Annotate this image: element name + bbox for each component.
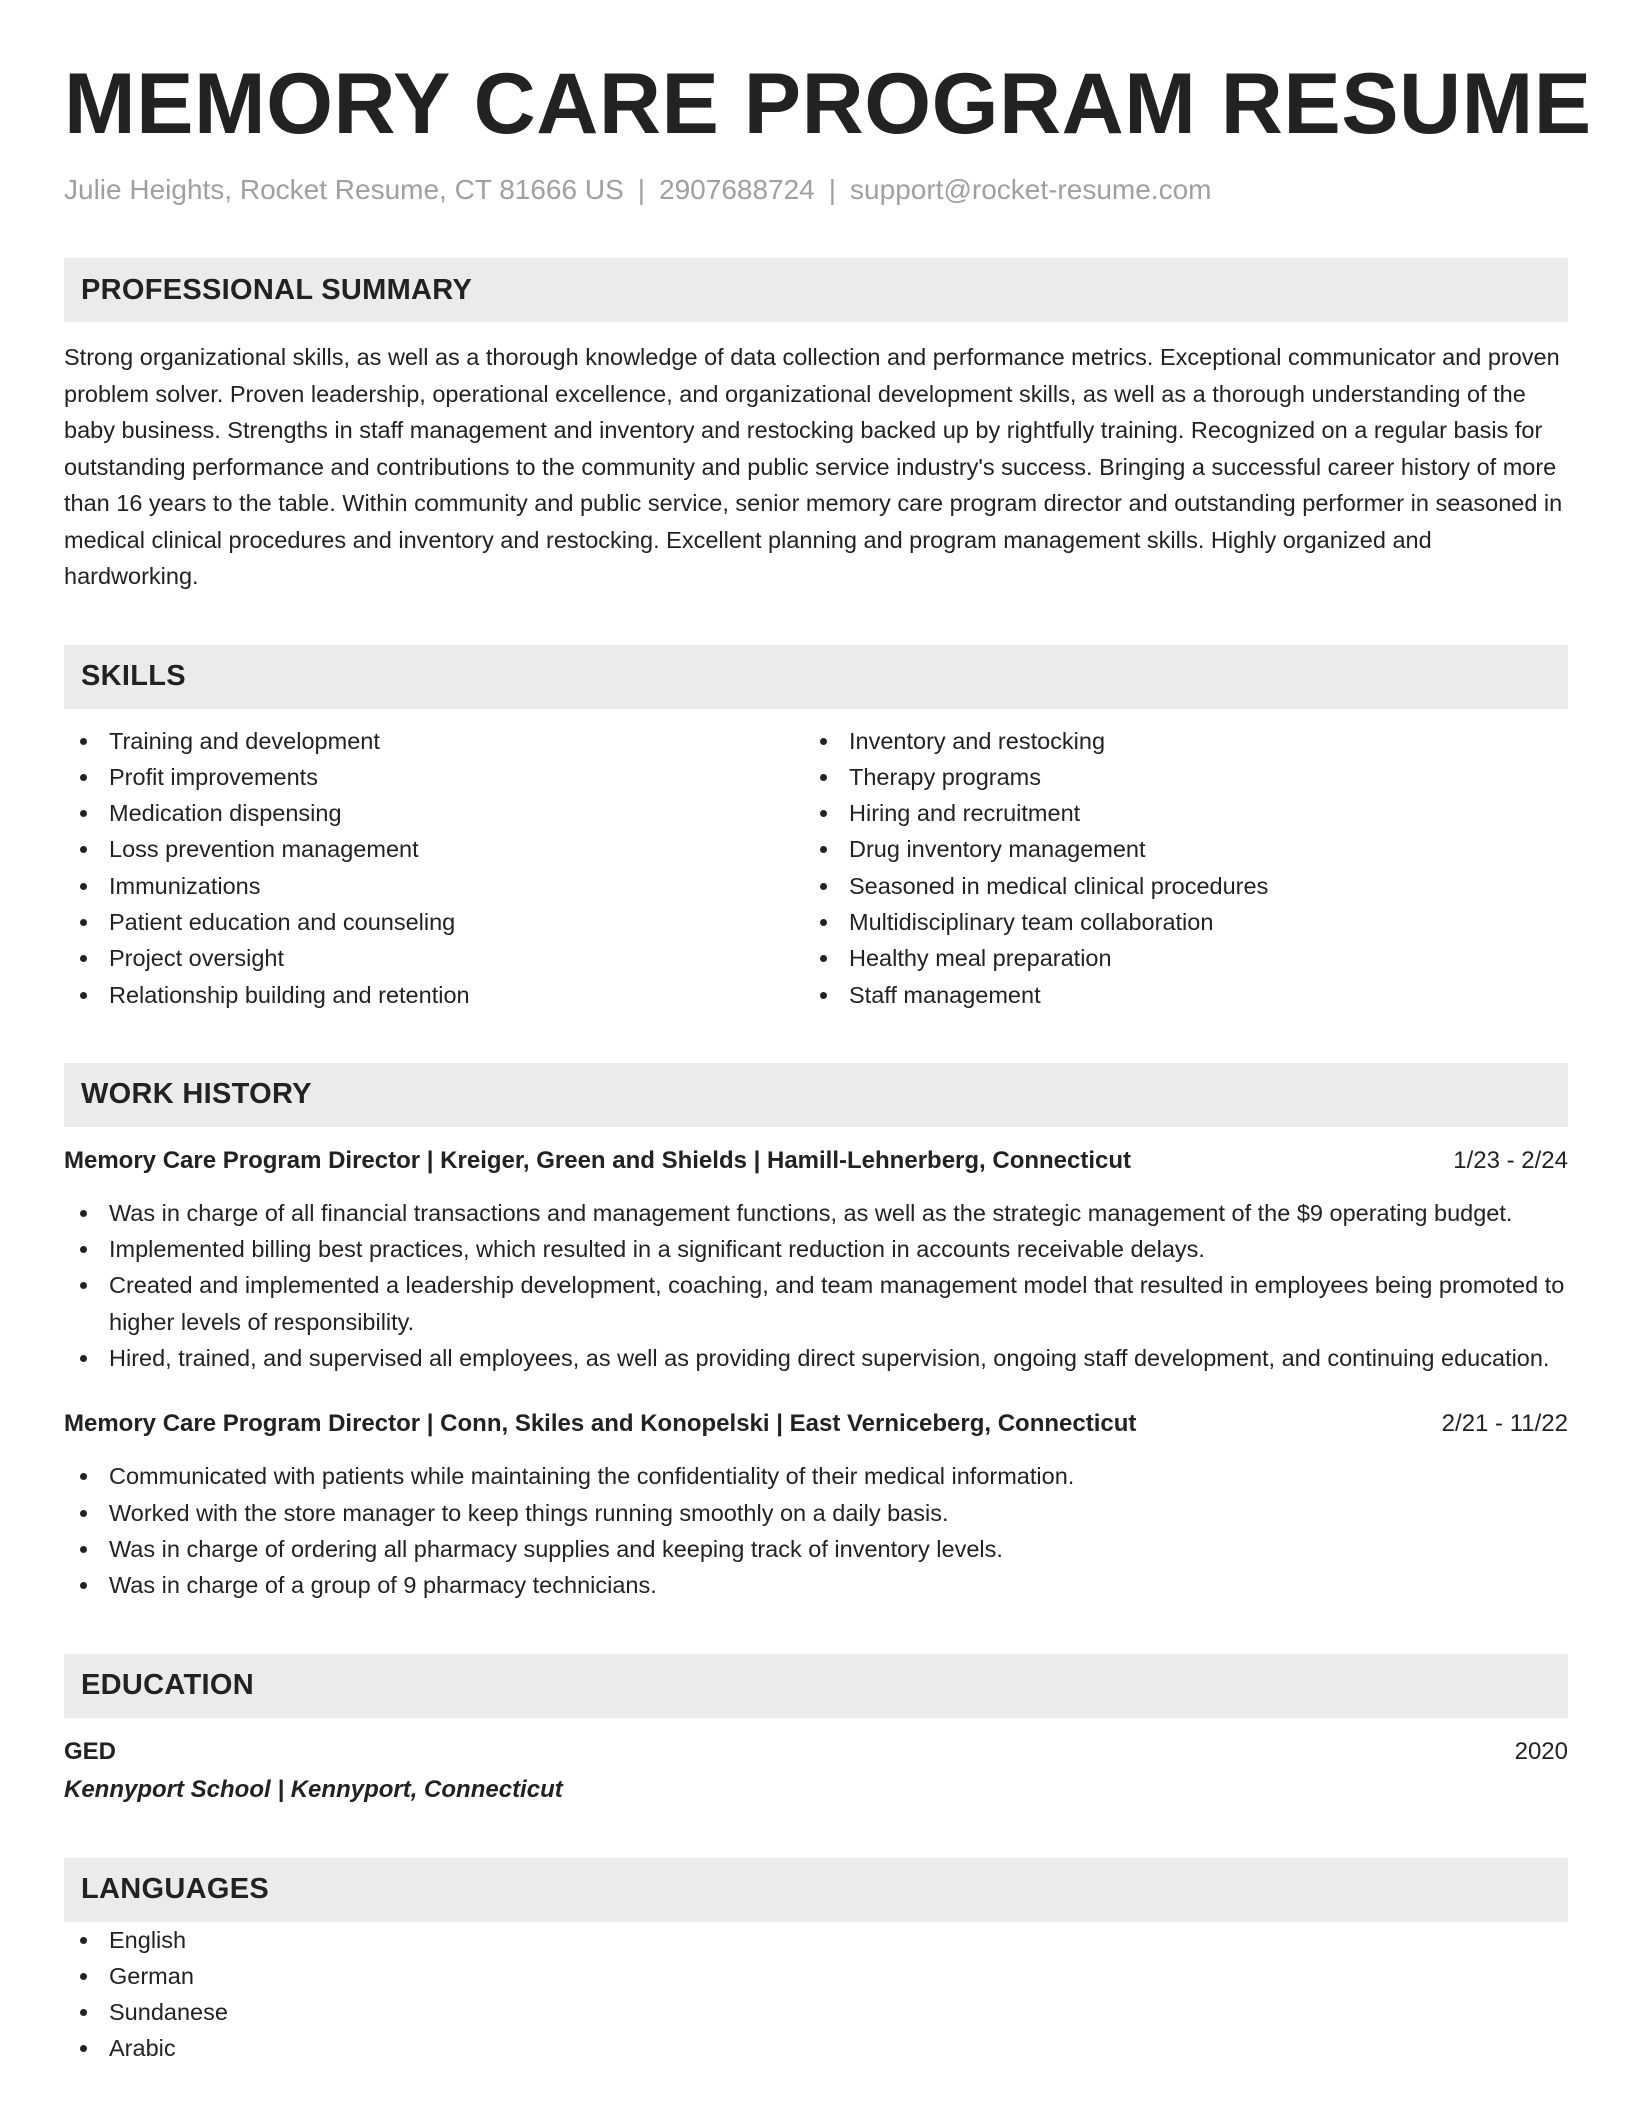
skill-item: Project oversight [64, 940, 804, 976]
job-title: Memory Care Program Director | Kreiger, Green and Shields | Hamill-Lehnerberg, Connecticut [64, 1146, 1132, 1174]
skills-columns [64, 723, 1568, 1013]
skill-item: Training and development [64, 723, 804, 759]
language-item: German [64, 1958, 1568, 1994]
job-entry [64, 1406, 1568, 1603]
contact-address: Julie Heights, Rocket Resume, CT 81666 US [64, 174, 624, 205]
summary-heading: PROFESSIONAL SUMMARY [64, 258, 1568, 322]
job-bullet: Was in charge of ordering all pharmacy supplies and keeping track of inventory levels. [64, 1531, 1568, 1567]
education-year: 2020 [1514, 1737, 1568, 1765]
skill-item: Medication dispensing [64, 795, 804, 831]
work-history-section [64, 1063, 1568, 1604]
skill-item: Hiring and recruitment [804, 795, 1544, 831]
contact-email: support@rocket-resume.com [850, 174, 1212, 205]
job-title: Memory Care Program Director | Conn, Skiles and Konopelski | East Verniceberg, Connecticut [64, 1410, 1137, 1438]
skill-item: Loss prevention management [64, 831, 804, 867]
language-item: Sundanese [64, 1994, 1568, 2030]
skill-item: Multidisciplinary team collaboration [804, 904, 1544, 940]
skill-item: Drug inventory management [804, 831, 1544, 867]
skill-item: Seasoned in medical clinical procedures [804, 868, 1544, 904]
education-section [64, 1654, 1568, 1808]
education-degree: GED [64, 1737, 117, 1765]
summary-text: Strong organizational skills, as well as a thorough knowledge of data collection and performance metrics. Exceptional communicator and proven problem solver. Proven leadership, operational excellence, and organizational development skills, as well as a thorough understanding of the baby business. Strengths in staff management and inventory and restocking backed up by rightfully training. Recognized on a regular basis for outstanding performance and contributions to the community and public service industry's success. Bringing a successful career history of more than 16 years to the table. Within community and public service, senior memory care program director and outstanding performer in seasoned in medical clinical procedures and inventory and restocking. Excellent planning and program management skills. Highly organized and hardworking. [64, 344, 1563, 589]
skill-item: Relationship building and retention [64, 977, 804, 1013]
contact-line [64, 172, 1568, 208]
language-item: English [64, 1922, 1568, 1958]
skills-section [64, 645, 1568, 1013]
job-bullet: Worked with the store manager to keep things running smoothly on a daily basis. [64, 1495, 1568, 1531]
job-bullets [64, 1195, 1568, 1376]
education-entry [64, 1734, 1568, 1808]
skill-item: Therapy programs [804, 759, 1544, 795]
job-bullet: Communicated with patients while maintaining the confidentiality of their medical information. [64, 1458, 1568, 1494]
job-bullet: Created and implemented a leadership development, coaching, and team management model that resulted in employees being promoted to higher levels of responsibility. [64, 1267, 1568, 1340]
summary-section [64, 258, 1568, 595]
job-entry [64, 1143, 1568, 1376]
languages-heading: LANGUAGES [64, 1858, 1568, 1922]
education-heading: EDUCATION [64, 1654, 1568, 1718]
job-header [64, 1143, 1568, 1179]
education-school: Kennyport School | Kennyport, Connecticut [64, 1775, 563, 1803]
skill-item: Staff management [804, 977, 1544, 1013]
job-bullet: Hired, trained, and supervised all employees, as well as providing direct supervision, ongoing staff development, and continuing education. [64, 1340, 1568, 1376]
job-dates: 2/21 - 11/22 [1441, 1410, 1568, 1438]
skill-item: Profit improvements [64, 759, 804, 795]
resume-title: MEMORY CARE PROGRAM RESUME [64, 56, 1592, 152]
education-header [64, 1734, 1568, 1770]
job-bullets [64, 1458, 1568, 1603]
job-bullet: Implemented billing best practices, which resulted in a significant reduction in accounts receivable delays. [64, 1231, 1568, 1267]
skills-heading: SKILLS [64, 645, 1568, 709]
skill-item: Inventory and restocking [804, 723, 1544, 759]
job-header [64, 1406, 1568, 1442]
languages-list [64, 1922, 1568, 2067]
skill-item: Patient education and counseling [64, 904, 804, 940]
skills-right-list [804, 723, 1544, 1013]
contact-phone: 2907688724 [659, 174, 815, 205]
languages-section [64, 1858, 1568, 2067]
skill-item: Immunizations [64, 868, 804, 904]
contact-separator: | [637, 174, 646, 205]
job-dates: 1/23 - 2/24 [1453, 1146, 1568, 1174]
skills-left-list [64, 723, 804, 1013]
language-item: Arabic [64, 2030, 1568, 2066]
job-bullet: Was in charge of all financial transactions and management functions, as well as the strategic management of the $9 operating budget. [64, 1195, 1568, 1231]
job-bullet: Was in charge of a group of 9 pharmacy technicians. [64, 1567, 1568, 1603]
contact-separator: | [828, 174, 837, 205]
skill-item: Healthy meal preparation [804, 940, 1544, 976]
work-history-heading: WORK HISTORY [64, 1063, 1568, 1127]
